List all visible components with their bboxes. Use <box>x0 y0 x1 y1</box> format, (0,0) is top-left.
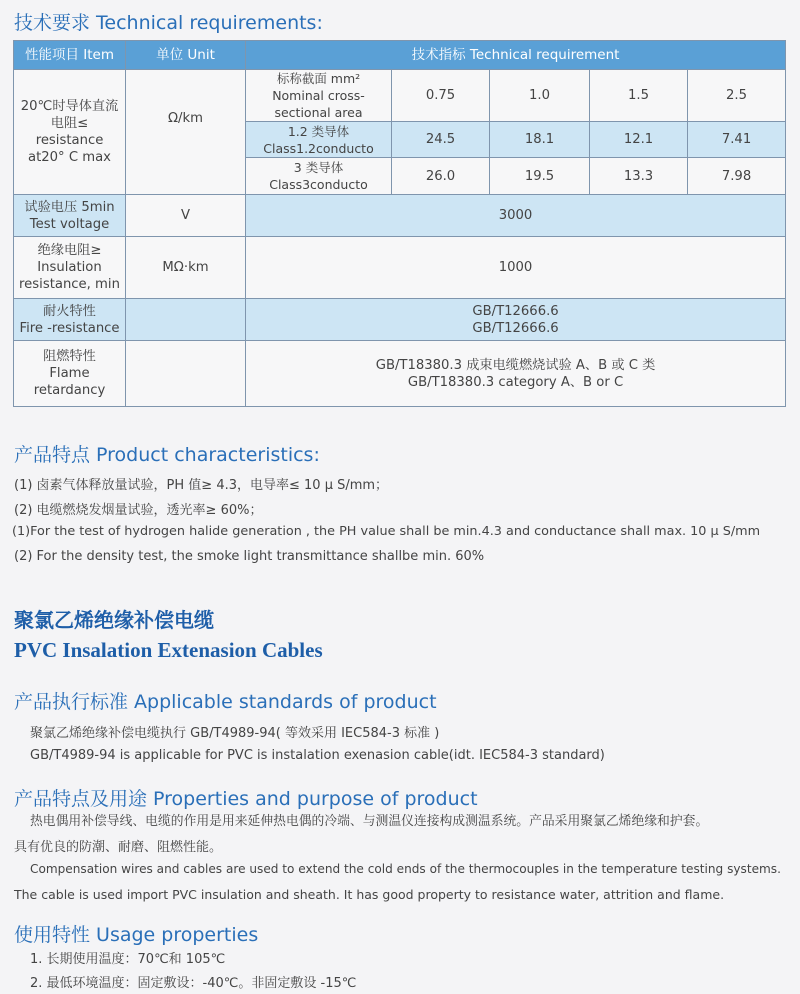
class12-value-cell: 24.5 <box>392 122 490 158</box>
insulation-item-cell: 绝缘电阻≥ Insulation resistance, min <box>14 237 126 299</box>
table-row <box>14 299 786 341</box>
class3-label-cell: 3 类导体 Class3conducto <box>246 158 392 195</box>
usage-item: 2. 最低环境温度：固定敷设：-40℃。非固定敷设 -15℃ <box>30 976 357 991</box>
property-line: Compensation wires and cables are used to extend the cold ends of the thermocouples in the temperature testing systems. <box>30 862 781 876</box>
area-value-cell: 0.75 <box>392 70 490 122</box>
cable-title-en: PVC Insalation Extenasion Cables <box>14 638 323 662</box>
fire-unit-cell <box>126 299 246 341</box>
characteristic-line: (1) 卤素气体释放量试验，PH 值≥ 4.3，电导率≤ 10 μ S/mm； <box>14 478 389 493</box>
class3-value-cell: 7.98 <box>688 158 786 195</box>
properties-heading: 产品特点及用途 Properties and purpose of product <box>14 788 478 810</box>
header-requirement: 技术指标 Technical requirement <box>246 41 786 70</box>
fire-item-cell: 耐火特性 Fire -resistance <box>14 299 126 341</box>
characteristic-line: (2) For the density test, the smoke light transmittance shallbe min. 60% <box>14 549 485 564</box>
flame-unit-cell <box>126 341 246 407</box>
standard-line: GB/T4989-94 is applicable for PVC is instalation exenasion cable(idt. IEC584-3 standard) <box>30 748 605 763</box>
area-value-cell: 1.0 <box>490 70 590 122</box>
flame-value-cell: GB/T18380.3 成束电缆燃烧试验 A、B 或 C 类 GB/T18380.3 category A、B or C <box>246 341 786 407</box>
area-label-cell: 标称截面 mm² Nominal cross- sectional area <box>246 70 392 122</box>
class3-value-cell: 13.3 <box>590 158 688 195</box>
fire-value-cell: GB/T12666.6 GB/T12666.6 <box>246 299 786 341</box>
table-header-row <box>14 41 786 70</box>
characteristic-line: (2) 电缆燃烧发烟量试验，透光率≥ 60%； <box>14 503 263 518</box>
applicable-standards-heading: 产品执行标准 Applicable standards of product <box>14 691 437 713</box>
cable-title-cn: 聚氯乙烯绝缘补偿电缆 <box>14 608 214 632</box>
area-value-cell: 2.5 <box>688 70 786 122</box>
table-row <box>14 237 786 299</box>
table-row <box>14 341 786 407</box>
test-voltage-item-cell: 试验电压 5min Test voltage <box>14 195 126 237</box>
resistance-unit-cell: Ω/km <box>126 70 246 195</box>
table-row <box>14 70 786 122</box>
usage-item: 1. 长期使用温度：70℃和 105℃ <box>30 952 226 967</box>
property-line: The cable is used import PVC insulation and sheath. It has good property to resistance water, attrition and flame. <box>14 887 725 902</box>
class3-value-cell: 19.5 <box>490 158 590 195</box>
class3-value-cell: 26.0 <box>392 158 490 195</box>
class12-label-cell: 1.2 类导体 Class1.2conducto <box>246 122 392 158</box>
technical-requirements-table <box>13 40 786 407</box>
class12-value-cell: 18.1 <box>490 122 590 158</box>
header-item: 性能项目 Item <box>14 41 126 70</box>
usage-heading: 使用特性 Usage properties <box>14 924 259 946</box>
characteristic-line: (1)For the test of hydrogen halide generation , the PH value shall be min.4.3 and conductance shall max. 10 μ S/mm <box>12 524 761 539</box>
standard-line: 聚氯乙烯绝缘补偿电缆执行 GB/T4989-94( 等效采用 IEC584-3 标准 ) <box>30 726 440 741</box>
insulation-value-cell: 1000 <box>246 237 786 299</box>
insulation-unit-cell: MΩ·km <box>126 237 246 299</box>
table-row <box>14 195 786 237</box>
class12-value-cell: 7.41 <box>688 122 786 158</box>
property-line: 具有优良的防潮、耐磨、阻燃性能。 <box>14 840 223 855</box>
property-line: 热电偶用补偿导线、电缆的作用是用来延伸热电偶的冷端、与测温仪连接构成测温系统。产品采用聚氯乙烯绝缘和护套。 <box>30 814 709 829</box>
technical-requirements-heading: 技术要求 Technical requirements: <box>14 12 323 34</box>
test-voltage-unit-cell: V <box>126 195 246 237</box>
resistance-item-cell: 20℃时导体直流 电阻≤ resistance at20° C max <box>14 70 126 195</box>
class12-value-cell: 12.1 <box>590 122 688 158</box>
area-value-cell: 1.5 <box>590 70 688 122</box>
test-voltage-value-cell: 3000 <box>246 195 786 237</box>
product-characteristics-heading: 产品特点 Product characteristics: <box>14 444 320 466</box>
header-unit: 单位 Unit <box>126 41 246 70</box>
flame-item-cell: 阻燃特性 Flame retardancy <box>14 341 126 407</box>
